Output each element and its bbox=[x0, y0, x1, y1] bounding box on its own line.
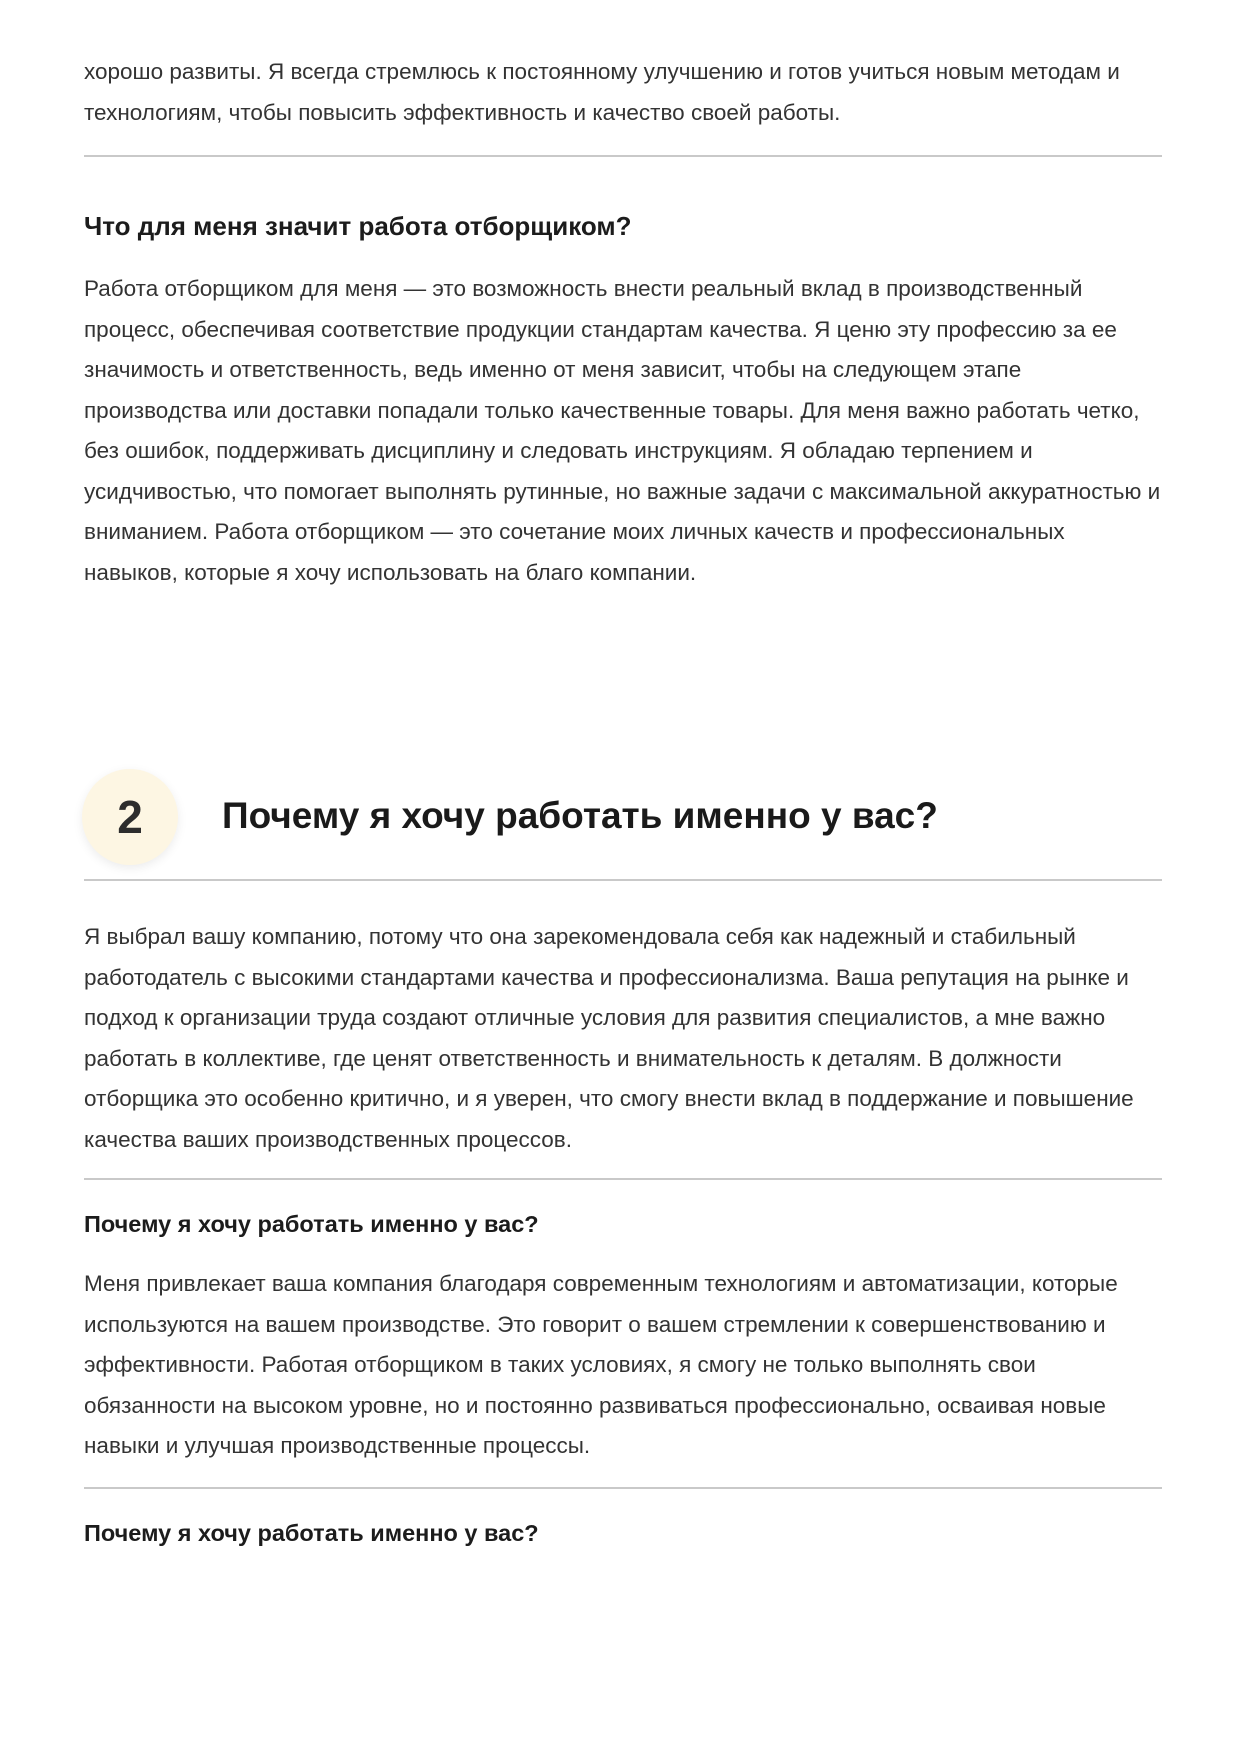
subheading-work-meaning: Что для меня значит работа отборщиком? bbox=[84, 211, 632, 241]
section-number-badge: 2 bbox=[82, 769, 178, 865]
section-title: Почему я хочу работать именно у вас? bbox=[222, 795, 938, 836]
section-2-header bbox=[84, 769, 1162, 879]
document-page bbox=[84, 0, 1162, 1549]
work-meaning-paragraph: Работа отборщиком для меня — это возможность внести реальный вклад в производственный процесс, обеспечивая соответствие продукции стандартам качества. Я ценю эту профессию за ее значимость и ответственность, ведь именно от меня зависит, чтобы на следующем этапе производства или доставки попадали только качественные товары. Для меня важно работать четко, без ошибок, поддерживать дисциплину и следовать инструкциям. Я обладаю терпением и усидчивостью, что помогает выполнять рутинные, но важные задачи с максимальной аккуратностью и вниманием. Работа отборщиком — это сочетание моих личных качеств и профессиональных навыков, которые я хочу использовать на благо компании. bbox=[84, 276, 1161, 585]
subheading-why-you: Почему я хочу работать именно у вас? bbox=[84, 1211, 539, 1237]
subheading-why-you-repeat: Почему я хочу работать именно у вас? bbox=[84, 1519, 539, 1546]
why-you-paragraph: Меня привлекает ваша компания благодаря современным технологиям и автоматизации, которые используются на вашем производстве. Это говорит о вашем стремлении к совершенствованию и эффективности. Работая отборщиком в таких условиях, я смогу не только выполнять свои обязанности на высоком уровне, но и постоянно развиваться профессионально, осваивая новые навыки и улучшая производственные процессы. bbox=[84, 1271, 1118, 1458]
intro-paragraph: хорошо развиты. Я всегда стремлюсь к постоянному улучшению и готов учиться новым методам и технологиям, чтобы повысить эффективность и качество своей работы. bbox=[84, 59, 1120, 125]
section-2-paragraph: Я выбрал вашу компанию, потому что она зарекомендовала себя как надежный и стабильный работодатель с высокими стандартами качества и профессионализма. Ваша репутация на рынке и подход к организации труда создают отличные условия для развития специалистов, а мне важно работать в коллективе, где ценят ответственность и внимательность к деталям. В должности отборщика это особенно критично, и я уверен, что смогу внести вклад в поддержание и повышение качества ваших производственных процессов. bbox=[84, 924, 1134, 1152]
